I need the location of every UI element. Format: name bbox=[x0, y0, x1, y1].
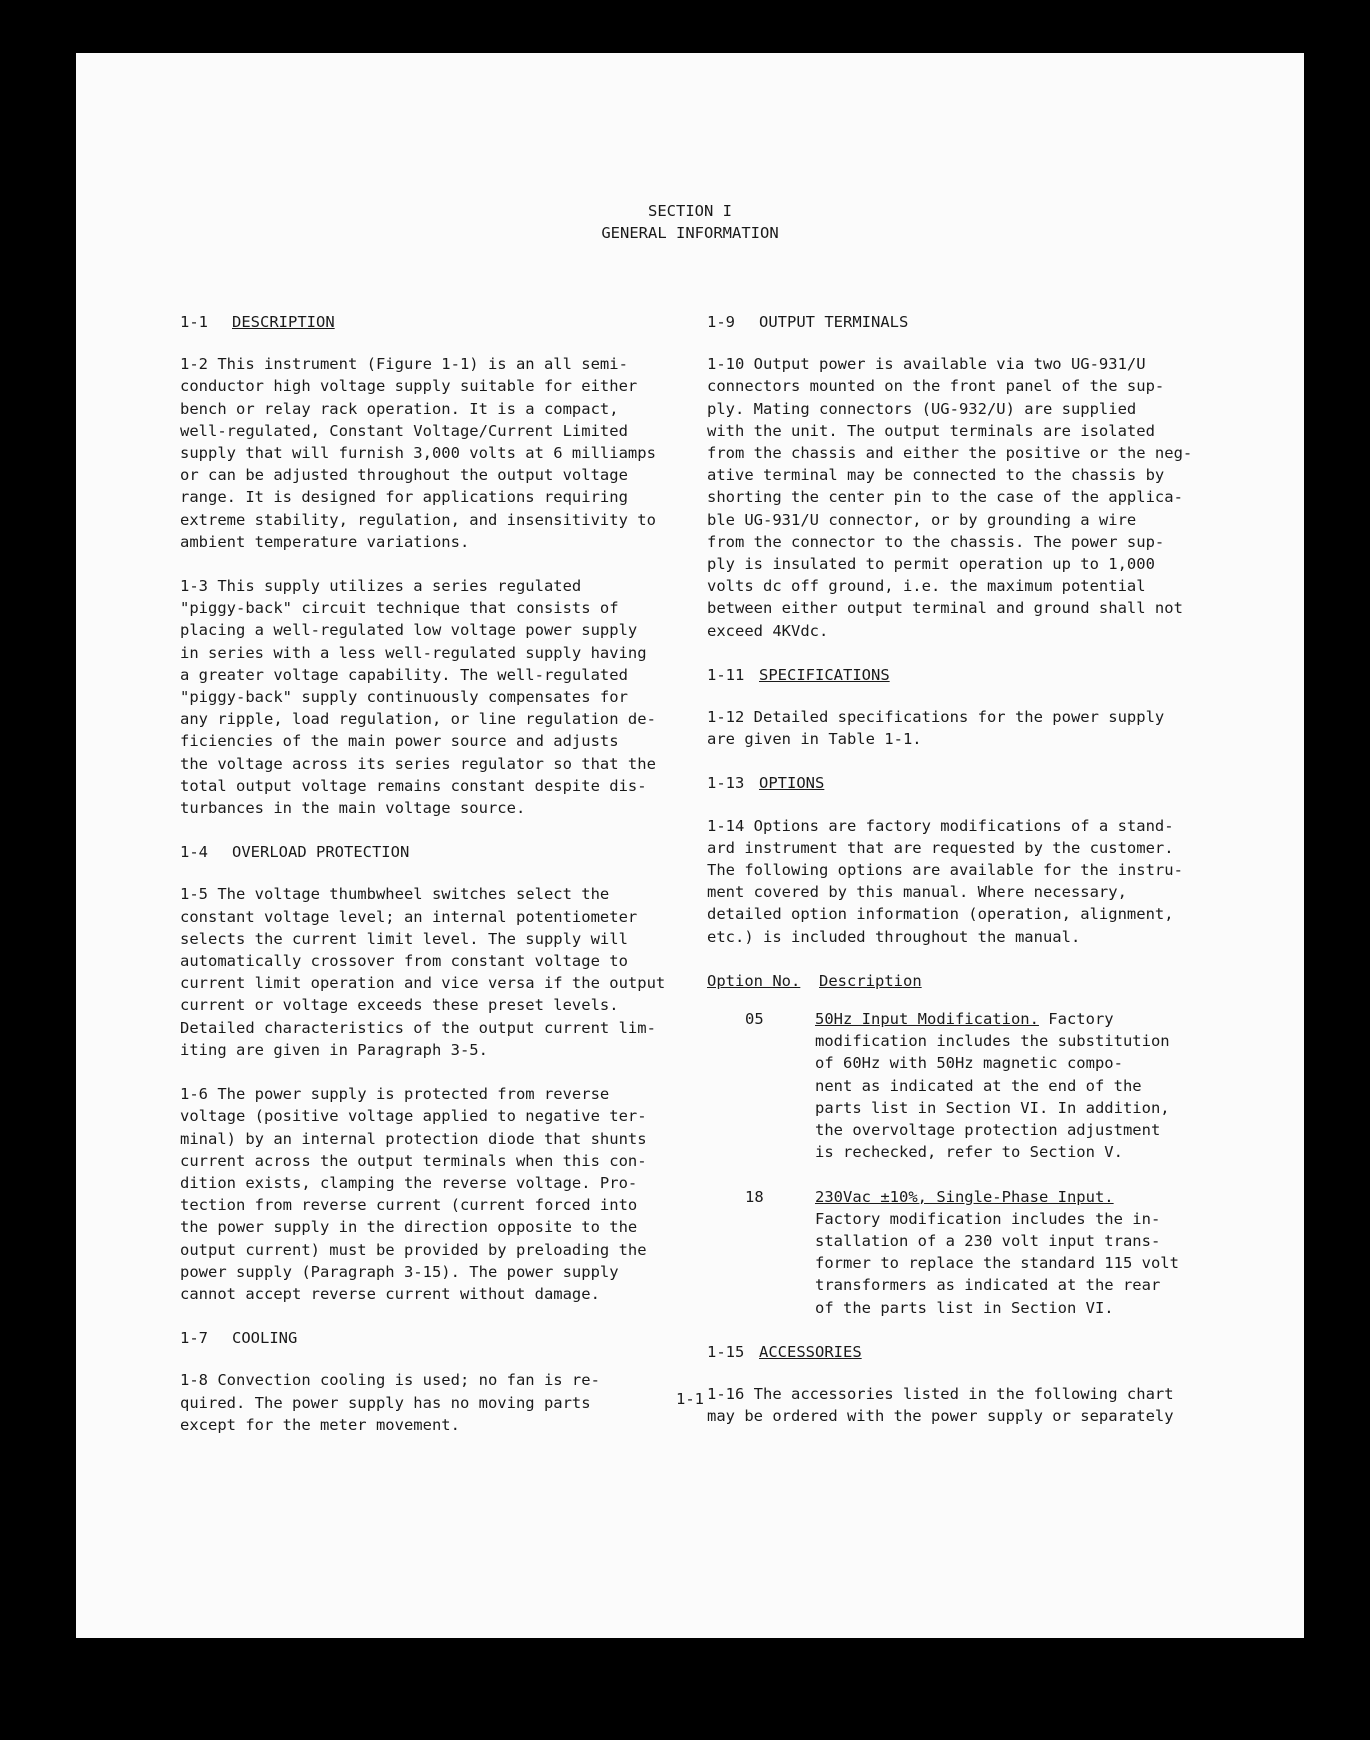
paragraph-1-8: 1-8 Convection cooling is used; no fan is re- quired. The power supply has no moving parts except for the meter movement. bbox=[180, 1371, 600, 1434]
option-row bbox=[707, 1186, 1227, 1319]
paragraph-1-10: 1-10 Output power is available via two UG-931/U connectors mounted on the front panel of the sup- ply. Mating connectors (UG-932/U) are supplied with the unit. The output terminals are isolated from the chassis and either the positive or the neg- ative terminal may be connected to the chassis by shorting the center pin to the case of the applica- ble UG-931/U connector, or by grounding a wire from the connector to the chassis. The power sup- ply is insulated to permit operation up to 1,000 volts dc off ground, i.e. the maximum potential between either output terminal and ground shall not exceed 4KVdc. bbox=[707, 355, 1193, 640]
option-code: 05 bbox=[745, 1010, 764, 1029]
heading-cooling bbox=[180, 1327, 680, 1349]
document-page bbox=[76, 53, 1304, 1638]
paragraph-1-6: 1-6 The power supply is protected from reverse voltage (positive voltage applied to negative ter- minal) by an internal protection diode that shunts current across the output terminals when this con- dition exists, clamping the reverse voltage. Pro- tection from reverse current (current forced into the power supply in the direction opposite to the output current) must be provided by preloading the power supply (Paragraph 3-15). The power supply cannot accept reverse current without damage. bbox=[180, 1085, 647, 1303]
options-table-header bbox=[707, 970, 1227, 992]
paragraph-1-12: 1-12 Detailed specifications for the power supply are given in Table 1-1. bbox=[707, 708, 1165, 749]
paragraph-1-3: 1-3 This supply utilizes a series regulated "piggy-back" circuit technique that consists of placing a well-regulated low voltage power supply in series with a less well-regulated supply having a greater voltage capability. The well-regulated "piggy-back" supply continuously compensates for any ripple, load regulation, or line regulation de- ficiencies of the main power source and adjusts the voltage across its series regulator so that the total output voltage remains constant despite dis- turbances in the main voltage source. bbox=[180, 577, 656, 818]
option-description bbox=[815, 1186, 1227, 1319]
option-title: 50Hz Input Modification. bbox=[815, 1010, 1039, 1029]
paragraph-1-5: 1-5 The voltage thumbwheel switches select the constant voltage level; an internal potentiometer selects the current limit level. The supply will automatically crossover from constant voltage to current limit operation and vice versa if the output current or voltage exceeds these preset levels. Detailed characteristics of the output current lim- iting are given in Paragraph 3-5. bbox=[180, 885, 666, 1059]
heading-description bbox=[180, 311, 680, 333]
heading-number: 1-7 bbox=[180, 1329, 208, 1348]
paragraph-1-2: 1-2 This instrument (Figure 1-1) is an all semi- conductor high voltage supply suitable for either bench or relay rack operation. It is a compact, well-regulated, Constant Voltage/Current Limited supply that will furnish 3,000 volts at 6 milliamps or can be adjusted throughout the output voltage range. It is designed for applications requiring extreme stability, regulation, and insensitivity to ambient temperature variations. bbox=[180, 355, 656, 551]
paragraph-1-16: 1-16 The accessories listed in the following chart may be ordered with the power supply or separately bbox=[707, 1384, 1174, 1426]
heading-title: OVERLOAD PROTECTION bbox=[232, 843, 410, 862]
page-number: 1-1 bbox=[676, 1390, 704, 1408]
heading-number: 1-11 bbox=[707, 665, 745, 684]
heading-title: COOLING bbox=[232, 1329, 298, 1348]
option-row bbox=[707, 1008, 1227, 1163]
heading-output-terminals bbox=[707, 311, 1227, 333]
right-column bbox=[707, 311, 1227, 1449]
heading-overload-protection bbox=[180, 841, 680, 863]
option-number-column-header: Option No. bbox=[707, 971, 801, 990]
section-number: SECTION I bbox=[648, 202, 732, 220]
option-description bbox=[815, 1008, 1227, 1163]
option-code: 18 bbox=[745, 1187, 764, 1206]
heading-specifications bbox=[707, 664, 1227, 686]
heading-title: DESCRIPTION bbox=[232, 313, 335, 331]
paragraph-1-14: 1-14 Options are factory modifications of a stand- ard instrument that are requested by the customer. The following options are available for the instru- ment covered by this manual. Where necessary, detailed option information (operation, alignment, etc.) is included throughout the manual. bbox=[707, 816, 1183, 946]
heading-accessories bbox=[707, 1341, 1227, 1363]
heading-number: 1-15 bbox=[707, 1342, 745, 1361]
description-column-header: Description bbox=[819, 971, 922, 990]
option-text: Factory modification includes the in- stallation of a 230 volt input trans- former to replace the standard 115 volt transformers as indicated at the rear of the parts list in Section VI. bbox=[815, 1209, 1179, 1317]
heading-number: 1-9 bbox=[707, 313, 735, 331]
heading-title: SPECIFICATIONS bbox=[759, 665, 890, 684]
section-title: GENERAL INFORMATION bbox=[601, 224, 779, 242]
option-text: Factory modification includes the substitution of 60Hz with 50Hz magnetic compo- nent as indicated at the end of the parts list in Section VI. In addition, the overvoltage protection adjustment is rechecked, refer to Section V. bbox=[815, 1010, 1170, 1162]
heading-number: 1-1 bbox=[180, 313, 208, 331]
heading-options bbox=[707, 772, 1227, 794]
left-column bbox=[180, 311, 680, 1458]
option-title: 230Vac ±10%, Single-Phase Input. bbox=[815, 1187, 1114, 1206]
heading-number: 1-13 bbox=[707, 774, 745, 793]
heading-title: OPTIONS bbox=[759, 774, 825, 793]
section-header bbox=[76, 200, 1304, 244]
heading-title: ACCESSORIES bbox=[759, 1342, 862, 1361]
heading-number: 1-4 bbox=[180, 843, 208, 862]
heading-title: OUTPUT TERMINALS bbox=[759, 313, 909, 331]
